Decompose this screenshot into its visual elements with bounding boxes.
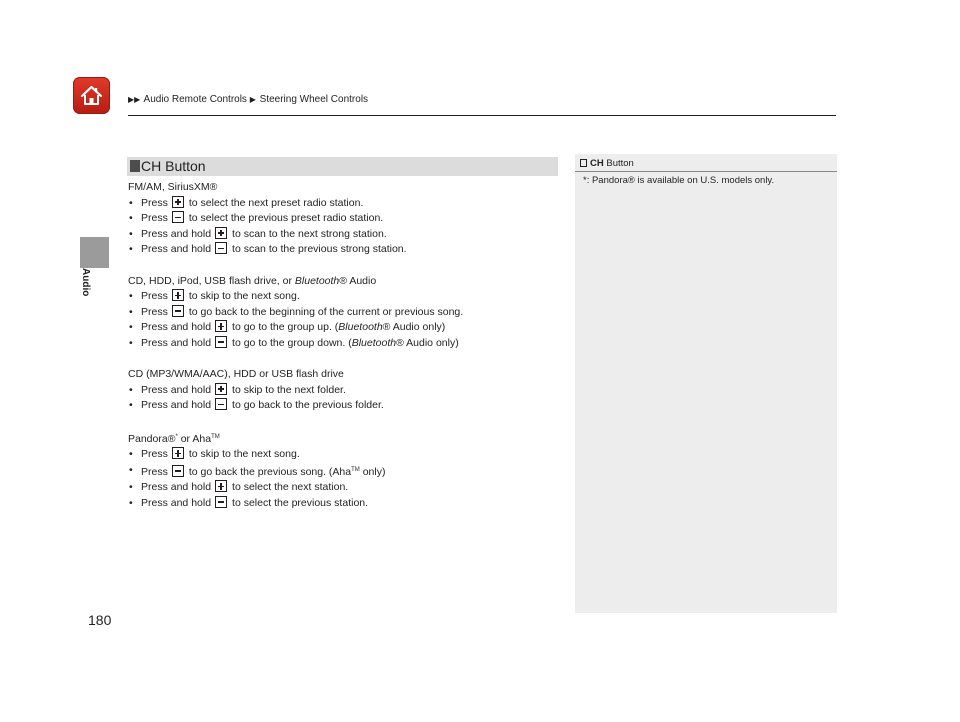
list-item: • Press and hold to go to the group up. (Bluetooth® Audio only) xyxy=(128,320,558,336)
note-rule xyxy=(575,171,837,172)
group-heading-cd-mp3: CD (MP3/WMA/AAC), HDD or USB flash drive xyxy=(128,368,344,381)
ch-plus-button-icon xyxy=(172,289,184,301)
ch-plus-button-icon xyxy=(215,227,227,239)
breadcrumb-current: Steering Wheel Controls xyxy=(259,94,369,105)
ch-minus-button-icon xyxy=(215,242,227,254)
list-item: • Press to go back the previous song. (Aha™ only) xyxy=(128,463,558,481)
ch-minus-button-icon xyxy=(172,211,184,223)
list-item: • Press and hold to scan to the previous strong station. xyxy=(128,242,558,258)
note-panel xyxy=(575,154,837,613)
main-content xyxy=(128,180,558,511)
list-item: • Press and hold to select the previous station. xyxy=(128,496,558,512)
list-item: • Press and hold to go back to the previous folder. xyxy=(128,398,558,414)
list-item: • Press and hold to select the next station. xyxy=(128,480,558,496)
breadcrumb-link-audio-remote-controls[interactable]: Audio Remote Controls xyxy=(143,94,247,105)
breadcrumb-separator-icon: ▶ xyxy=(249,95,256,104)
ch-minus-button-icon xyxy=(172,465,184,477)
group-heading-cd-hdd-ipod: CD, HDD, iPod, USB flash drive, or Bluetooth® Audio xyxy=(128,274,377,287)
list-item: • Press to skip to the next song. xyxy=(128,289,558,305)
list-item: • Press to go back to the beginning of the current or previous song. xyxy=(128,305,558,321)
header-rule xyxy=(128,115,836,116)
ch-plus-button-icon xyxy=(215,383,227,395)
section-title: CH Button xyxy=(141,158,206,174)
section-square-icon xyxy=(130,160,140,172)
note-heading: CH Button xyxy=(575,158,837,169)
home-icon xyxy=(79,83,104,108)
ch-minus-button-icon xyxy=(215,336,227,348)
ch-minus-button-icon xyxy=(215,398,227,410)
list-item: • Press to select the next preset radio station. xyxy=(128,196,558,212)
page-number: 180 xyxy=(88,612,112,628)
list-item: • Press to skip to the next song. xyxy=(128,447,558,463)
breadcrumb-arrow-icon: ▶▶ xyxy=(128,95,141,104)
group-heading-fm-am: FM/AM, SiriusXM® xyxy=(128,181,218,193)
ch-minus-button-icon xyxy=(172,305,184,317)
chapter-tab-block xyxy=(80,237,109,268)
list-item: • Press and hold to scan to the next strong station. xyxy=(128,227,558,243)
ch-minus-button-icon xyxy=(215,496,227,508)
list-item: • Press and hold to go to the group down. (Bluetooth® Audio only) xyxy=(128,336,558,352)
ch-plus-button-icon xyxy=(172,196,184,208)
section-heading-bar xyxy=(127,157,558,176)
ch-plus-button-icon xyxy=(215,480,227,492)
list-item: • Press and hold to skip to the next folder. xyxy=(128,383,558,399)
ch-plus-button-icon xyxy=(215,320,227,332)
group-heading-pandora-aha: Pandora®* or Aha™ xyxy=(128,432,220,445)
breadcrumb xyxy=(128,94,368,105)
note-text: *: Pandora® is available on U.S. models only. xyxy=(583,175,775,186)
ch-plus-button-icon xyxy=(172,447,184,459)
note-reference-icon xyxy=(580,159,587,167)
chapter-tab-label: Audio xyxy=(80,268,91,297)
home-button[interactable] xyxy=(73,77,110,114)
list-item: • Press to select the previous preset radio station. xyxy=(128,211,558,227)
